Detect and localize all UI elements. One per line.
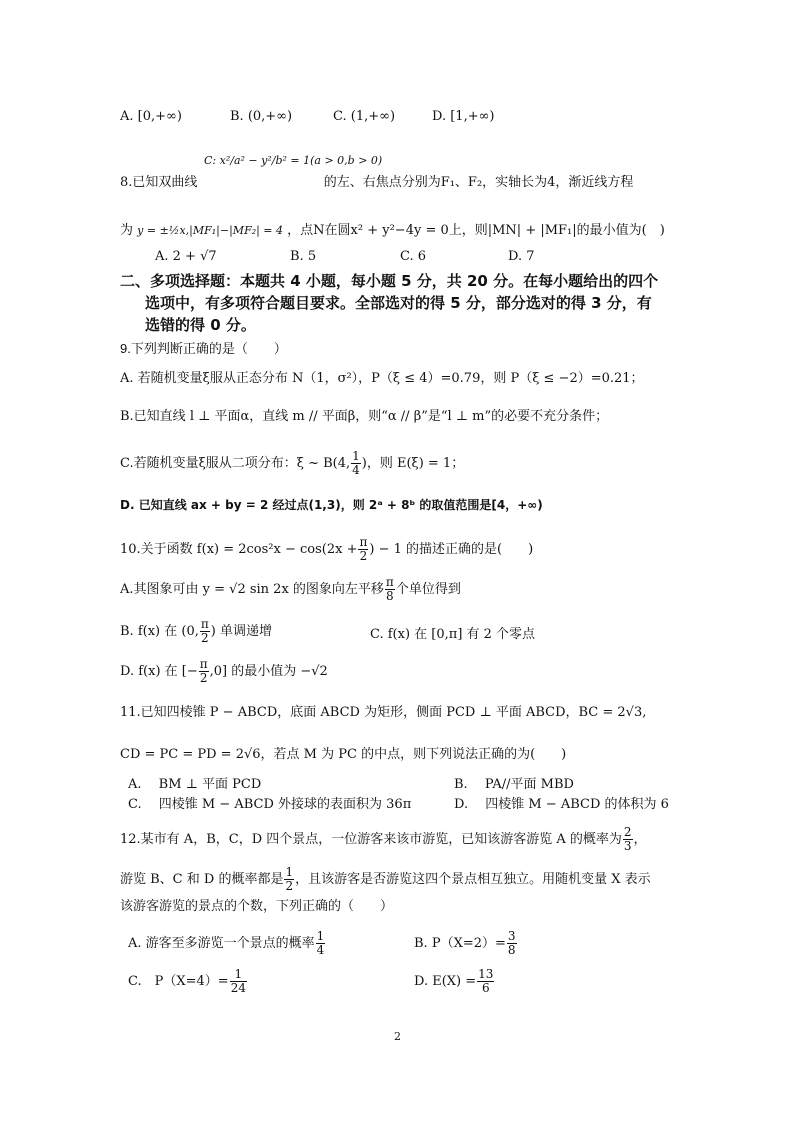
q9-option-c	[120, 450, 464, 477]
fraction-one-quarter: $\frac{1}{4}$	[352, 449, 360, 477]
fraction-one-24th: $\frac{1}{24}$	[230, 967, 246, 995]
q9-stem: 9.下列判断正确的是（ ）	[120, 341, 287, 356]
fraction-pi-over-2: $\frac{\pi}{2}$	[200, 617, 209, 645]
q10-stem-b: ) − 1 的描述正确的是( )	[369, 542, 534, 557]
q8-line2-prefix: 为	[120, 223, 134, 238]
fraction-pi-over-2: $\frac{\pi}{2}$	[199, 657, 208, 685]
q12-option-b	[414, 930, 518, 957]
q12-c-text: C. P（X=4）=	[128, 974, 229, 989]
fraction-thirteen-sixths: $\frac{13}{6}$	[478, 967, 494, 995]
q11-option-d: D. 四棱锥 M − ABCD 的体积为 6	[454, 797, 669, 812]
fraction-pi-over-8: $\frac{\pi}{8}$	[385, 575, 394, 603]
q10-b-text-b: ) 单调递增	[210, 624, 272, 639]
q9-c-text-b: )，则 E(ξ) = 1；	[361, 456, 465, 471]
q8-asymptote: y = ±½x,|MF₁|−|MF₂| = 4	[137, 224, 284, 237]
fraction-one-half: $\frac{1}{2}$	[285, 865, 294, 893]
fraction-pi-over-2: $\frac{\pi}{2}$	[359, 535, 368, 563]
q11-option-c: C. 四棱锥 M − ABCD 外接球的表面积为 36π	[128, 797, 412, 812]
q7-option-c: C. (1,+∞)	[333, 109, 396, 124]
q10-d-text-a: D. f(x) 在 [−	[120, 664, 198, 679]
q7-option-a: A. [0,+∞)	[120, 109, 182, 124]
q12-option-a	[128, 930, 326, 957]
q8-text-b: 的左、右焦点分别为F₁、F₂，实轴长为4，渐近线方程	[323, 175, 634, 190]
q10-option-c: C. f(x) 在 [0,π] 有 2 个零点	[370, 627, 536, 642]
q9-c-text-a: C.若随机变量ξ服从二项分布：ξ ~ B(4,	[120, 456, 351, 471]
q12-line1-text: 12.某市有 A，B，C，D 四个景点，一位游客来该市游览，已知该游客游览 A 的概率为	[120, 832, 622, 847]
fraction-one-quarter: $\frac{1}{4}$	[316, 929, 325, 957]
q11-option-a: A. BM ⊥ 平面 PCD	[128, 777, 262, 792]
q8-option-a: A. 2 + √7	[155, 249, 217, 264]
q12-line-1: 12.某市有 A，B，C，D 四个景点，一位游客来该市游览，已知该游客游览 A 的概率为 $\frac{2}{3}$ ，	[120, 825, 647, 853]
section2-heading-line2: 选项中，有多项符合题目要求。全部选对的得 5 分，部分选对的得 3 分，有	[145, 294, 652, 312]
section2-heading-line3: 选错的得 0 分。	[145, 316, 256, 334]
q8-line-2	[120, 222, 665, 240]
q10-a-text-b: 个单位得到	[395, 582, 461, 597]
q7-option-b: B. (0,+∞)	[230, 109, 293, 124]
section2-heading-line1: 二、多项选择题：本题共 4 小题，每小题 5 分，共 20 分。在每小题给出的四个	[120, 272, 659, 290]
q8-hyperbola-formula: C: x²/a² − y²/b² = 1(a > 0,b > 0)	[204, 154, 383, 167]
q12-option-d	[414, 968, 495, 995]
q10-d-text-b: ,0] 的最小值为 −√2	[209, 664, 328, 679]
fraction-three-eighths: $\frac{3}{8}$	[507, 929, 516, 957]
q9-option-d: D. 已知直线 ax + by = 2 经过点(1,3)，则 2ᵃ + 8ᵇ 的取值范围是[4，+∞)	[120, 498, 543, 512]
q12-b-text: B. P（X=2）=	[414, 936, 506, 951]
q10-option-b	[120, 618, 272, 645]
q8-text-a: 8.已知双曲线	[120, 175, 198, 190]
q11-line-2: CD = PC = PD = 2√6，若点 M 为 PC 的中点，则下列说法正确的为( )	[120, 747, 567, 762]
q12-line-3: 该游客游览的景点的个数，下列正确的（ ）	[120, 899, 394, 914]
q8-option-b: B. 5	[290, 249, 317, 264]
q12-option-c	[128, 968, 248, 995]
q8-line-1	[120, 174, 633, 192]
q10-option-a	[120, 576, 461, 603]
q10-option-d	[120, 658, 328, 685]
q7-option-d: D. [1,+∞)	[432, 109, 495, 124]
q10-stem	[120, 536, 533, 563]
q12-line2-b: ，且该游客是否游览这四个景点相互独立。用随机变量 X 表示	[295, 872, 651, 887]
q12-d-text: D. E(X) =	[414, 974, 477, 989]
q12-line2-a: 游览 B、C 和 D 的概率都是	[120, 872, 284, 887]
q10-b-text-a: B. f(x) 在 (0,	[120, 624, 199, 639]
q8-option-c: C. 6	[400, 249, 427, 264]
q11-option-b: B. PA//平面 MBD	[454, 777, 574, 792]
q9-option-b: B.已知直线 l ⊥ 平面α，直线 m // 平面β，则“α // β”是“l ⊥ m”的必要不充分条件；	[120, 409, 609, 424]
fraction-two-thirds: $\frac{2}{3}$	[623, 825, 632, 853]
q12-a-text: A. 游客至多游览一个景点的概率	[128, 936, 315, 951]
q8-option-d: D. 7	[508, 249, 535, 264]
q9-option-a: A. 若随机变量ξ服从正态分布 N（1，σ²），P（ξ ≤ 4）=0.79，则 P（ξ ≤ −2）=0.21；	[120, 371, 644, 386]
q12-line-2	[120, 866, 651, 893]
q10-a-text-a: A.其图象可由 y = √2 sin 2x 的图象向左平移	[120, 582, 384, 597]
q11-line-1: 11.已知四棱锥 P − ABCD，底面 ABCD 为矩形，侧面 PCD ⊥ 平面 ABCD，BC = 2√3,	[120, 705, 647, 720]
page-number: 2	[394, 1030, 401, 1043]
q10-stem-a: 10.关于函数 f(x) = 2cos²x − cos(2x +	[120, 542, 358, 557]
q8-line2-text: ，点N在圆x² + y²−4y = 0上，则|MN| + |MF₁|的最小值为( )	[287, 223, 665, 238]
